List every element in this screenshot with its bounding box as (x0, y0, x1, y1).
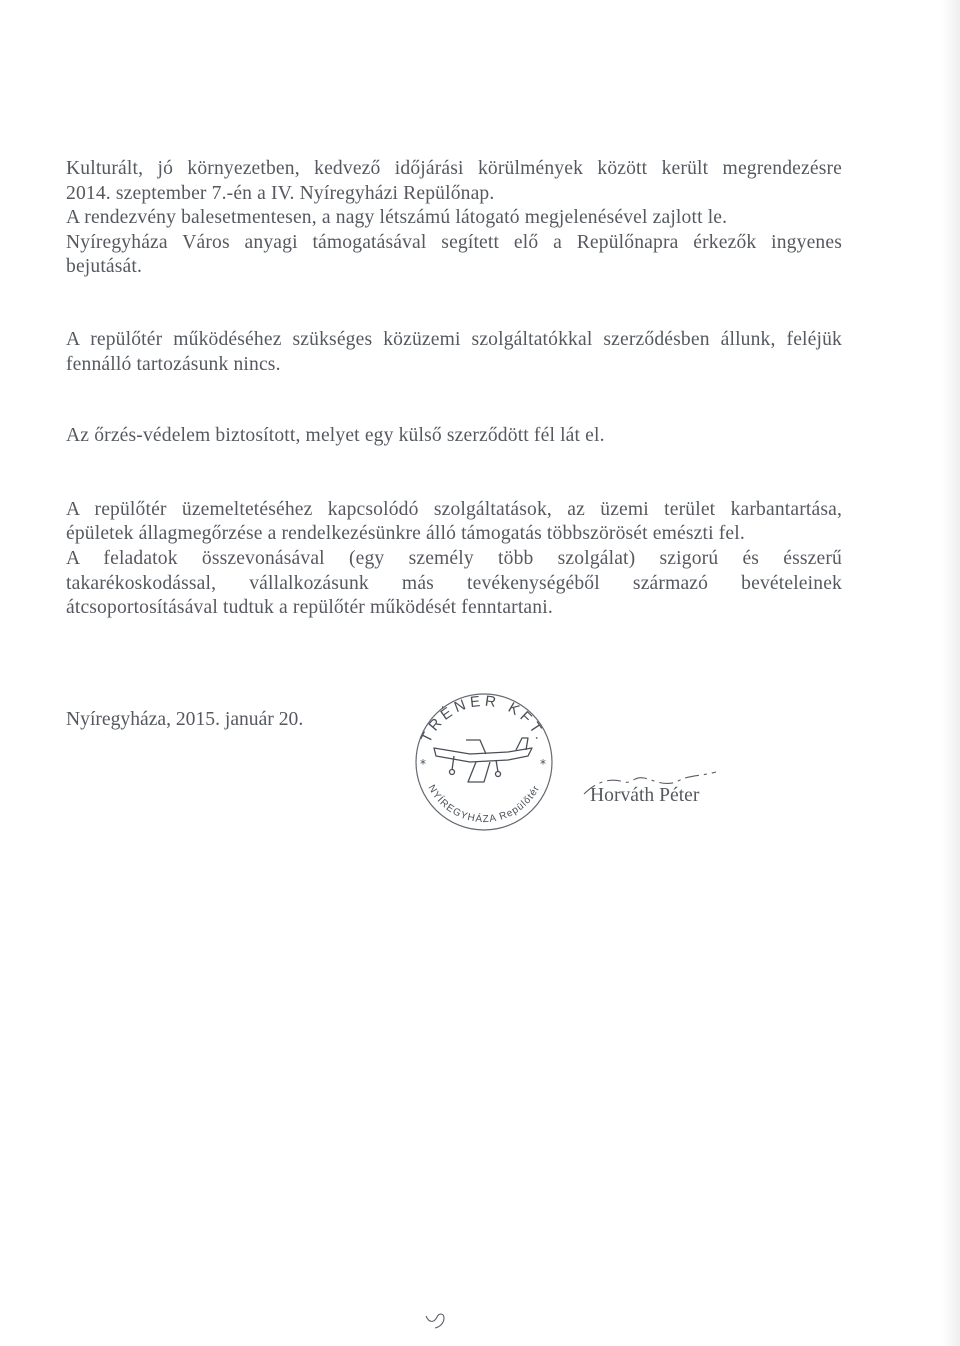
stamp-top-text: TRÉNER KFT. (417, 692, 551, 746)
text-line: takarékoskodással, vállalkozásunk más tevékenységéből származó bevételeinek (66, 572, 842, 594)
airplane-icon (434, 738, 532, 782)
paragraph-operations (66, 498, 842, 621)
signer-name: Horváth Péter (590, 785, 700, 806)
text-line: A rendezvény balesetmentesen, a nagy létszámú látogató megjelenésével zajlott le. (66, 207, 728, 229)
text-line: 2014. szeptember 7.-én a IV. Nyíregyházi Repülőnap. (66, 182, 495, 204)
text-line: épületek állagmegőrzése a rendelkezésünkre álló támogatás többszörösét emészti fel. (66, 523, 745, 545)
paragraph-event-report (66, 157, 842, 280)
text-line: fennálló tartozásunk nincs. (66, 353, 281, 375)
date-line: Nyíregyháza, 2015. január 20. (66, 709, 304, 730)
text-line: A repülőtér üzemeltetéséhez kapcsolódó szolgáltatások, az üzemi terület karbantartása, (66, 498, 842, 520)
stamp-star-right: * (540, 757, 546, 771)
stamp-star-left: * (420, 757, 426, 771)
company-stamp (404, 690, 564, 834)
text-line: A feladatok összevonásával (egy személy több szolgálat) szigorú és ésszerű (66, 547, 842, 569)
stamp-bottom-text: NYÍREGYHÁZA Repülőtér (425, 783, 543, 826)
text-line: Kulturált, jó környezetben, kedvező időjárási körülmények között került megrendezésre (66, 158, 842, 179)
page-edge-shadow (942, 0, 960, 1346)
page-initial-mark (424, 1308, 448, 1330)
text-line: Nyíregyháza Város anyagi támogatásával segített elő a Repülőnapra érkezők ingyenes (66, 231, 842, 253)
letter-body (66, 157, 842, 621)
text-line: A repülőtér működéséhez szükséges közüzemi szolgáltatókkal szerződésben állunk, feléjük (66, 328, 842, 350)
text-line: Az őrzés-védelem biztosított, melyet egy külső szerződött fél lát el. (66, 425, 605, 447)
paragraph-security (66, 424, 842, 449)
paragraph-utilities (66, 328, 842, 377)
text-line: átcsoportosításával tudtuk a repülőtér működését fenntartani. (66, 597, 553, 619)
text-line: bejutását. (66, 256, 143, 278)
